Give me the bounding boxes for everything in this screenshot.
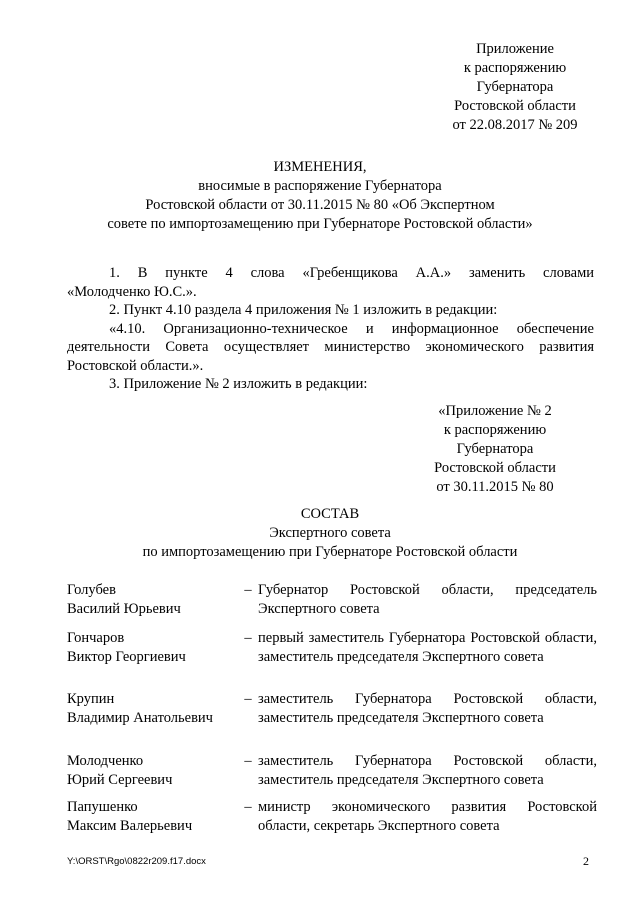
paragraph-4: 3. Приложение № 2 изложить в редакции:	[109, 376, 368, 392]
heading-title: ИЗМЕНЕНИЯ,	[273, 159, 367, 175]
composition-heading	[60, 505, 600, 562]
appendix-header	[440, 40, 590, 135]
member-dash: –	[244, 799, 252, 815]
paragraph-1: 1. В пункте 4 слова «Гребенщикова А.А.» заменить словами	[109, 265, 594, 281]
member-role: заместитель Губернатора Ростовской области, заместитель председателя Экспертного совета	[258, 753, 597, 788]
member-dash: –	[244, 630, 252, 646]
member-name	[67, 798, 237, 835]
appendix-line: к распоряжению	[463, 60, 567, 76]
composition-line: Экспертного совета	[269, 525, 391, 541]
member-surname: Голубев	[67, 582, 116, 598]
member-name	[67, 690, 237, 727]
member-dash: –	[244, 582, 252, 598]
member-dash: –	[244, 691, 252, 707]
appendix-line: Губернатора	[456, 441, 534, 457]
member-given-name: Владимир Анатольевич	[67, 709, 213, 726]
inner-appendix-header	[420, 402, 570, 497]
member-dash: –	[244, 753, 252, 769]
document-heading	[60, 158, 580, 234]
member-surname: Крупин	[67, 691, 115, 707]
appendix-line: к распоряжению	[443, 422, 547, 438]
paragraph-3: «4.10. Организационно-техническое и информационное обеспечение деятельности Совета осуществляет министерство экономического развития Ростовской области.».	[67, 320, 594, 374]
member-surname: Папушенко	[67, 799, 138, 815]
appendix-line: от 22.08.2017 № 209	[452, 117, 578, 133]
appendix-line: Приложение	[476, 41, 554, 57]
member-role: первый заместитель Губернатора Ростовской области, заместитель председателя Экспертного совета	[258, 630, 597, 665]
heading-line: вносимые в распоряжение Губернатора	[198, 178, 442, 194]
member-name	[67, 581, 237, 618]
appendix-line: «Приложение № 2	[438, 403, 552, 419]
composition-line: по импортозамещению при Губернаторе Ростовской области	[142, 544, 518, 560]
appendix-line: Ростовской области	[454, 98, 576, 114]
member-given-name: Юрий Сергеевич	[67, 771, 173, 788]
member-role: заместитель Губернатора Ростовской области, заместитель председателя Экспертного совета	[258, 691, 597, 726]
member-name	[67, 752, 237, 789]
appendix-line: Губернатора	[476, 79, 554, 95]
paragraph-1-end: «Молодченко Ю.С.».	[67, 283, 197, 300]
member-given-name: Василий Юрьевич	[67, 600, 181, 617]
appendix-line: Ростовской области	[434, 460, 556, 476]
heading-line: Ростовской области от 30.11.2015 № 80 «Об Экспертном	[145, 197, 495, 213]
member-given-name: Виктор Георгиевич	[67, 648, 186, 665]
page-number: 2	[583, 854, 589, 868]
paragraph-2: 2. Пункт 4.10 раздела 4 приложения № 1 изложить в редакции:	[109, 302, 498, 318]
member-given-name: Максим Валерьевич	[67, 817, 193, 834]
composition-title: СОСТАВ	[300, 506, 360, 522]
heading-line: совете по импортозамещению при Губернаторе Ростовской области»	[107, 216, 533, 232]
member-role: Губернатор Ростовской области, председатель Экспертного совета	[258, 582, 597, 617]
footer-file-path: Y:\ORST\Rgo\0822r209.f17.docx	[67, 856, 206, 867]
member-name	[67, 629, 237, 666]
member-surname: Молодченко	[67, 753, 144, 769]
appendix-line: от 30.11.2015 № 80	[436, 479, 554, 495]
member-surname: Гончаров	[67, 630, 125, 646]
document-body	[67, 264, 594, 394]
member-role: министр экономического развития Ростовской области, секретарь Экспертного совета	[258, 799, 597, 834]
